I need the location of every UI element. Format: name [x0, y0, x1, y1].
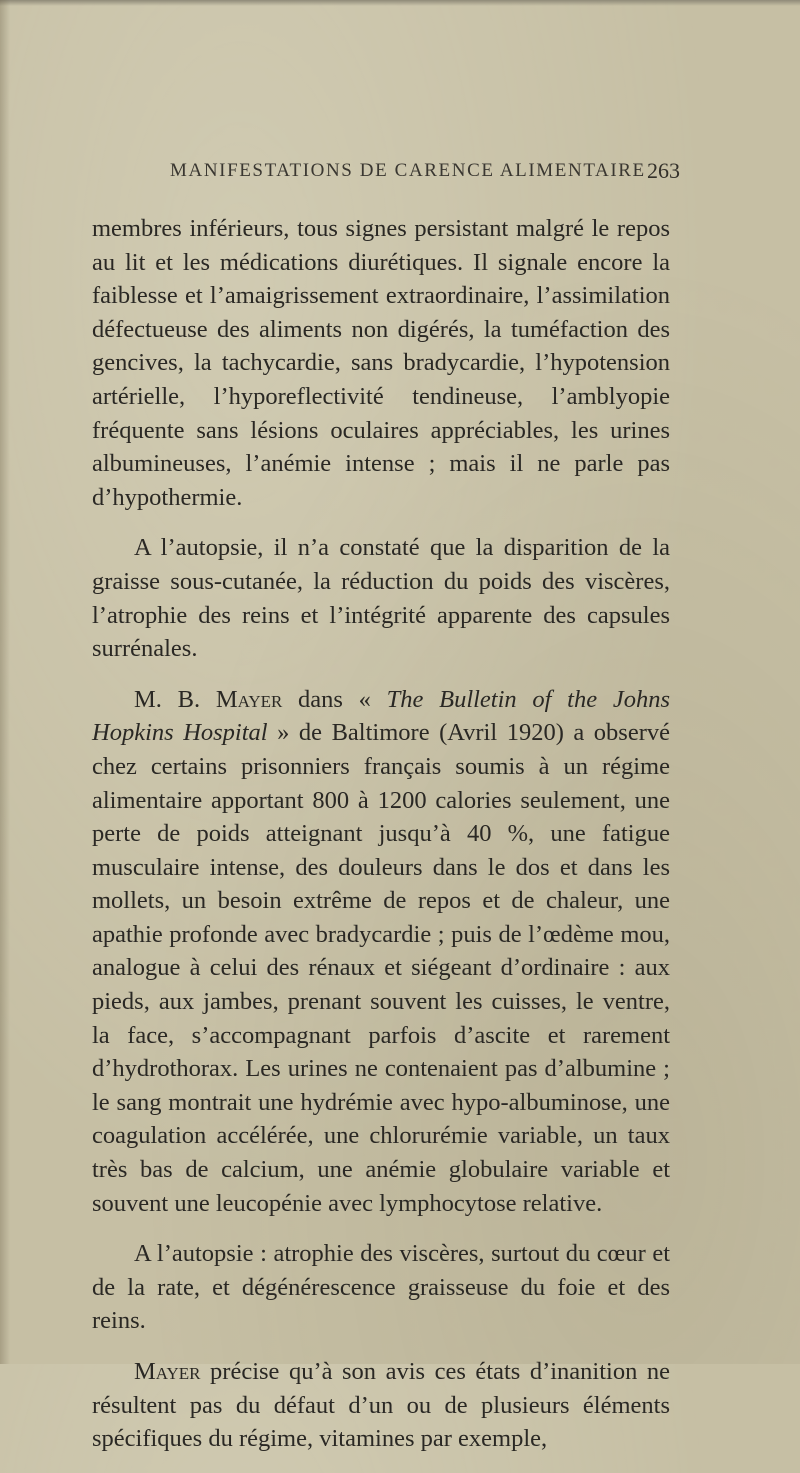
page-body [92, 212, 670, 1473]
journal-title: The Bulletin of the Johns Hopkins Hospital [92, 685, 670, 747]
paragraph-5-text: précise qu’à son avis ces états d’inanition ne résultent pas du défaut d’un ou de plusieurs éléments spécifiques du régime, vitamines par exemple, [92, 1358, 670, 1453]
page-left-edge [0, 0, 10, 1364]
page-number: 263 [647, 158, 680, 183]
paragraph-2: A l’autopsie, il n’a constaté que la disparition de la graisse sous-cutanée, la réduction du poids des viscères, l’atrophie des reins et l’intégrité apparente des capsules surrénales. [92, 534, 670, 663]
paragraph-1: membres inférieurs, tous signes persistant malgré le repos au lit et les médications diurétiques. Il signale encore la faiblesse et l’amaigrissement extraordinaire, l’assimilation défectueuse des aliments non digérés, la tuméfaction des gencives, la tachycardie, sans bradycardie, l’hypotension artérielle, l’hyporeflectivité tendineuse, l’amblyopie fréquente sans lésions oculaires appréciables, les urines albumineuses, l’anémie intense ; mais il ne parle pas d’hypothermie. [92, 215, 670, 511]
paragraph-5 [92, 1355, 670, 1456]
paragraph-4: A l’autopsie : atrophie des viscères, surtout du cœur et de la rate, et dégénérescence graisseuse du foie et des reins. [92, 1240, 670, 1335]
author-name: Mayer [215, 685, 283, 713]
page-top-edge [0, 0, 800, 6]
author-name-2: Mayer [134, 1358, 201, 1385]
paragraph-3 [92, 683, 670, 1221]
paragraph-3-lead: M. B. [134, 685, 216, 713]
paragraph-3-before-title: dans « [282, 685, 387, 713]
page-header [170, 160, 690, 190]
running-head: MANIFESTATIONS DE CARENCE ALIMENTAIRE [170, 160, 646, 181]
paragraph-3-text: » de Baltimore (Avril 1920) a observé chez certains prisonniers français soumis à un régime alimentaire apportant 800 à 1200 calories seulement, une perte de poids atteignant jusqu’à 40 %, une fatigue musculaire intense, des douleurs dans le dos et dans les mollets, un besoin extrême de repos et de chaleur, une apathie profonde avec bradycardie ; puis de l’œdème mou, analogue à celui des rénaux et siégeant d’ordinaire : aux pieds, aux jambes, prenant souvent les cuisses, le ventre, la face, s’accompagnant parfois d’ascite et rarement d’hydrothorax. Les urines ne contenaient pas d’albumine ; le sang montrait une hydrémie avec hypo-albuminose, une coagulation accélérée, une chlorurémie variable, un taux très bas de calcium, une anémie globulaire variable et souvent une leucopénie avec lymphocytose relative. [92, 719, 670, 1217]
